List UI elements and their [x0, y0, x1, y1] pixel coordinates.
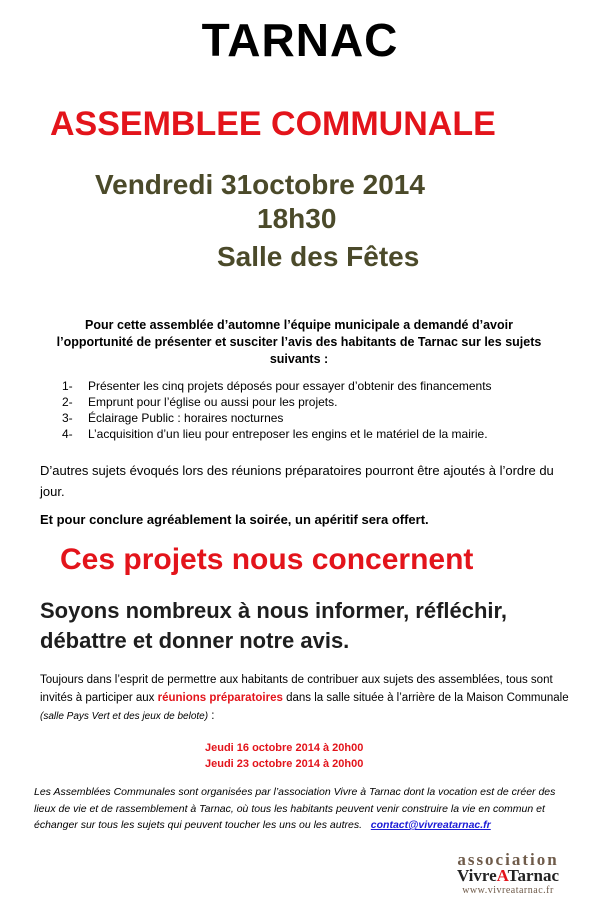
logo-word-vivre: Vivre: [457, 866, 497, 885]
event-venue: Salle des Fêtes: [217, 241, 420, 272]
item-number: 2-: [62, 395, 73, 409]
item-number: 3-: [62, 411, 73, 425]
info-highlight: réunions préparatoires: [157, 692, 283, 704]
logo-website: www.vivreatarnac.fr: [462, 885, 554, 896]
item-text: L’acquisition d’un lieu pour entreposer les engins et le matériel de la mairie.: [88, 427, 488, 441]
other-topics-text: D’autres sujets évoqués lors des réunions préparatoires pourront être ajoutés à l’ordre du jour.: [40, 463, 554, 499]
item-number: 4-: [62, 427, 73, 441]
logo-letter-a: A: [496, 866, 508, 885]
info-note: (salle Pays Vert et des jeux de belote): [40, 711, 209, 722]
item-text: Présenter les cinq projets déposés pour essayer d’obtenir des financements: [88, 379, 492, 393]
item-text: Emprunt pour l’église ou aussi pour les projets.: [88, 395, 338, 409]
logo-word-tarnac: Tarnac: [507, 866, 559, 885]
info-text-2: dans la salle située à l’arrière de la Maison Communale: [282, 692, 569, 704]
logo-line-association: association: [457, 850, 559, 869]
footer-description: Les Assemblées Communales sont organisées par l’association Vivre à Tarnac dont la vocation est de créer des lieux de vie et de rassemblement à Tarnac, où tous les habitants peuvent venir construire la vie en commun et échanger sur tous les sujets qui peuvent toucher les uns ou les autres.: [34, 786, 556, 831]
banner-heading: Ces projets nous concernent: [60, 543, 474, 576]
meeting-dates: [205, 740, 363, 772]
list-item: [62, 426, 492, 442]
info-text: Toujours dans l’esprit de permettre aux habitants de contribuer aux sujets des assemblées, tous sont invités à participer aux: [40, 674, 553, 704]
info-end: :: [208, 710, 215, 722]
item-text: Éclairage Public : horaires nocturnes: [88, 411, 284, 425]
email-link[interactable]: contact@vivreatarnac.fr: [370, 819, 491, 831]
item-number: 1-: [62, 379, 73, 393]
event-subtitle: ASSEMBLEE COMMUNALE: [50, 105, 496, 143]
list-item: [62, 394, 492, 410]
meeting-date: Jeudi 23 octobre 2014 à 20h00: [205, 758, 364, 770]
event-date: Vendredi 31octobre 2014: [95, 169, 425, 200]
page-title: TARNAC: [201, 14, 399, 66]
intro-text: Pour cette assemblée d’automne l’équipe municipale a demandé d’avoir l’opportunité de présenter et susciter l’avis des habitants de Tarnac sur les sujets suivants :: [56, 318, 542, 366]
footer-text: [34, 784, 564, 834]
logo-line-name: [428, 867, 588, 885]
event-time: 18h30: [257, 203, 337, 234]
info-paragraph: [40, 671, 580, 726]
association-logo: [428, 852, 588, 896]
list-item: [62, 410, 492, 426]
list-item: [62, 378, 492, 394]
topic-list: [62, 378, 492, 442]
call-to-action: Soyons nombreux à nous informer, réfléchir, débattre et donner notre avis.: [40, 598, 508, 653]
meeting-date: Jeudi 16 octobre 2014 à 20h00: [205, 742, 364, 754]
aperitif-text: Et pour conclure agréablement la soirée, un apéritif sera offert.: [40, 512, 429, 527]
